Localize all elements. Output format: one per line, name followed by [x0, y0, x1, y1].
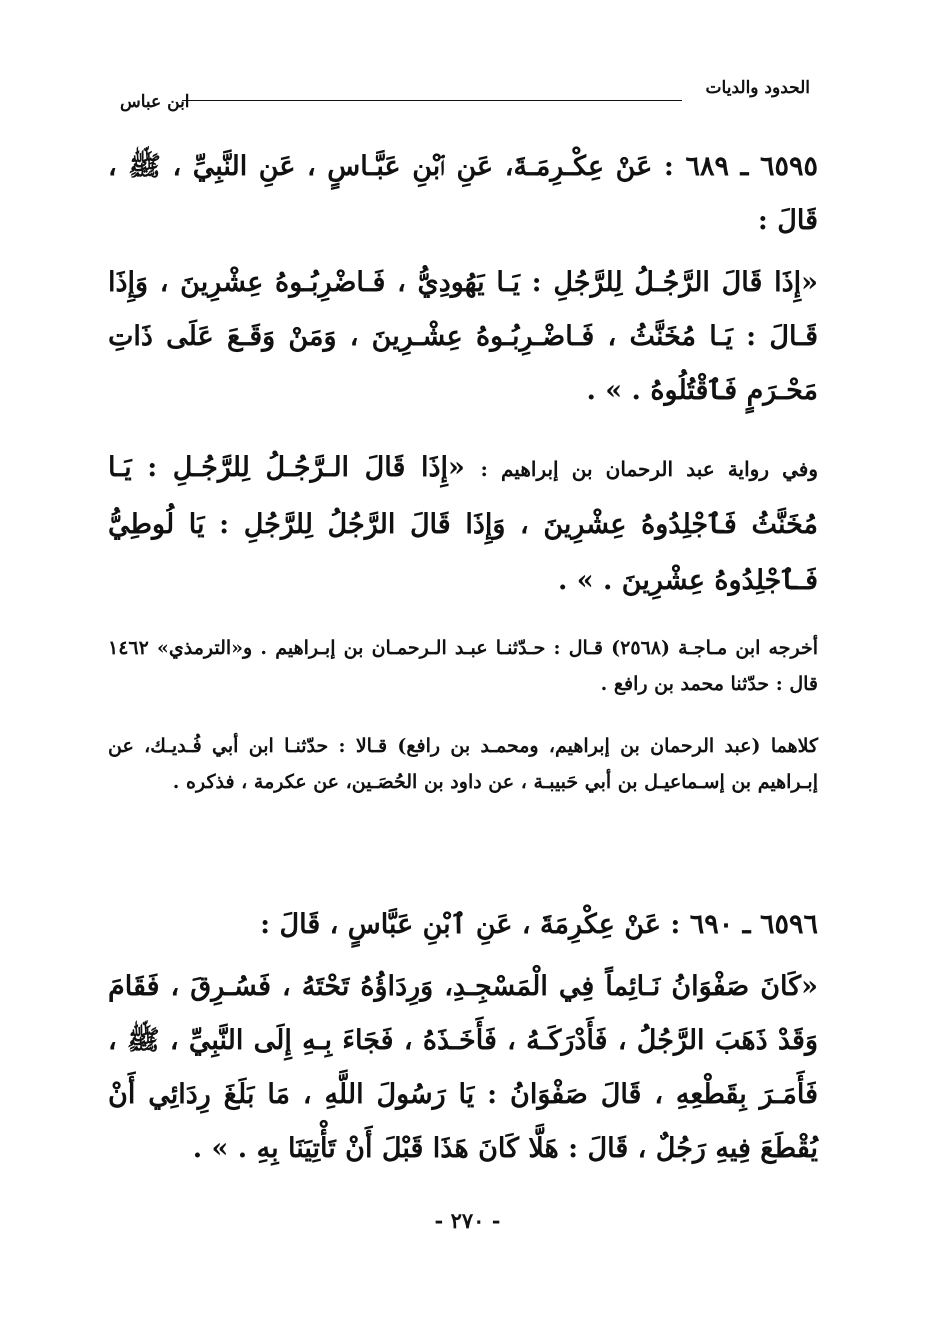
riwaya-intro: وفي رواية عبد الرحمان بن إبراهيم :: [480, 457, 819, 481]
hadith-6596-matn: «كَانَ صَفْوَانُ نَـائِماً فِي الْمَسْجِـدِ، وَرِدَاؤُهُ تَحْتَهُ ، فَسُـرِقَ ، فَقَامَ وَقَدْ ذَهَبَ الرَّجُلُ ، فَأَدْرَكَـهُ ، فَأَخَـذَهُ ، فَجَاءَ بِـهِ إِلَى النَّبِيِّ ، ﷺ ، فَأَمَـرَ بِقَطْعِهِ ، قَالَ صَفْوَانُ : يَا رَسُولَ اللَّهِ ، مَا بَلَغَ رِدَائِي أَنْ يُقْطَعَ فِيهِ رَجُلٌ ، قَالَ : هَلَّا كَانَ هَذَا قَبْلَ أَنْ تَأْتِيَنَا بِهِ . » .: [108, 971, 818, 1164]
hadith-6595-matn: «إِذَا قَالَ الرَّجُـلُ لِلرَّجُلِ : يَـا يَهُودِيُّ ، فَـاضْرِبُـوهُ عِشْرِينَ ، وَإِذَا قَـالَ : يَـا مُخَنَّثُ ، فَـاضْـرِبُـوهُ عِشْـرِينَ ، وَمَنْ وَقَـعَ عَلَى ذَاتِ مَحْـرَمٍ فَٱقْتُلُوهُ . » .: [108, 267, 818, 406]
hadith-6595-takhrij: أخرجه ابن مـاجـة (٢٥٦٨) قـال : حـدّثنـا عبـد الـرحمـان بن إبـراهيم . و«الترمذي» ١٤٦٢ قال : حدّثنا محمد بن رافع .: [108, 637, 818, 695]
hadith-6595-isnad-note: كلاهما (عبد الرحمان بن إبراهيم، ومحمـد بن رافع) قـالا : حدّثنـا ابن أبي فُـديـك، عن إبـراهيم بن إسـماعيـل بن أبي حَبيبـة ، عن داود بن الحُصَـين، عن عكرمة ، فذكره .: [108, 735, 818, 793]
chapter-title: الحدود والديات: [705, 78, 810, 98]
hadith-6595-riwaya: [108, 440, 818, 609]
hadith-6596-number: ٦٥٩٦ ـ ٦٩٠: [689, 909, 818, 940]
hadith-6596-heading: [108, 898, 818, 952]
hadith-6595-isnad: : عَنْ عِكْـرِمَـةَ، عَنِ ٱبْنِ عَبَّـاسٍ ، عَنِ النَّبِيِّ ، ﷺ ، قَالَ :: [108, 151, 818, 236]
running-header: [120, 78, 810, 112]
section-title: ابن عباس: [120, 92, 190, 112]
page-number: - ٢٧٠ -: [434, 1208, 501, 1233]
header-rule: [182, 100, 682, 101]
hadith-6595-heading: [108, 140, 818, 248]
hadith-6596-isnad: : عَنْ عِكْرِمَةَ ، عَنِ ٱبْنِ عَبَّاسٍ ، قَالَ :: [260, 909, 681, 940]
riwaya-text: «إِذَا قَالَ الـرَّجُـلُ لِلرَّجُـلِ : يَـا مُخَنَّثُ فَٱجْلِدُوهُ عِشْرِينَ ، وَإِذَا قَالَ الرَّجُلُ لِلرَّجُلِ : يَا لُوطِيُّ فَـٱجْلِدُوهُ عِشْرِينَ . » .: [108, 452, 818, 596]
hadith-6595-number: ٦٥٩٥ ـ ٦٨٩: [685, 151, 818, 182]
